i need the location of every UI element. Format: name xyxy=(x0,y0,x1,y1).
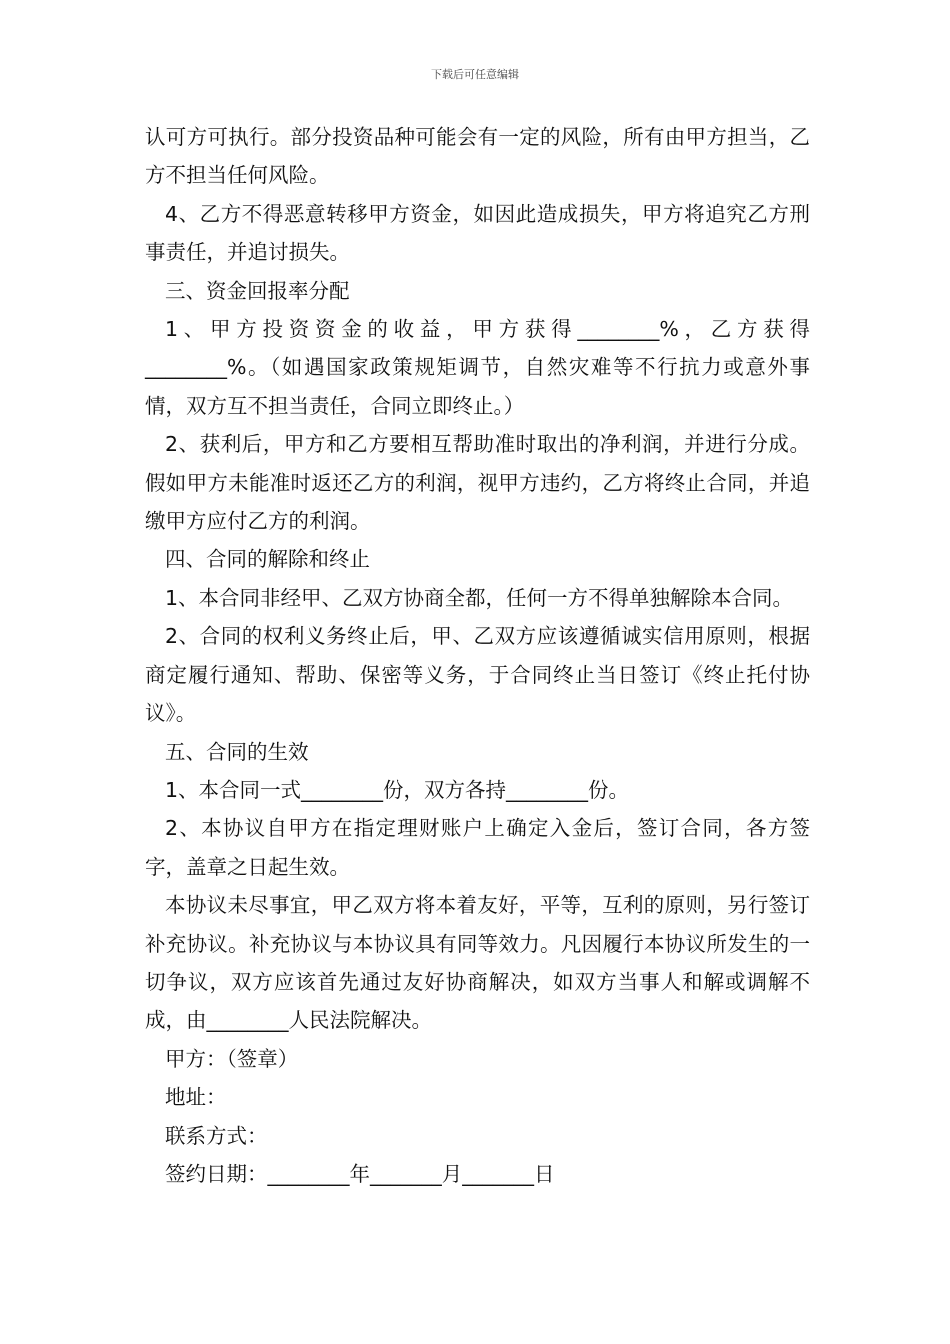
paragraph-termination-clause-1: 1、本合同非经甲、乙双方协商全都，任何一方不得单独解除本合同。 xyxy=(165,585,794,610)
signature-contact: 联系方式： xyxy=(165,1123,268,1148)
paragraph-termination-clause-2: 2、合同的权利义务终止后，甲、乙双方应该遵循诚实信用原则，根据商定履行通知、帮助、保密等义务，于合同终止当日签订《终止托付协议》。 xyxy=(145,624,810,726)
section-heading-4: 四、合同的解除和终止 xyxy=(165,547,370,572)
page-header-note: 下载后可任意编辑 xyxy=(431,68,519,81)
paragraph-return-clause-2: 2、获利后，甲方和乙方要相互帮助准时取出的净利润，并进行分成。假如甲方未能准时返还乙方的利润，视甲方违约，乙方将终止合同，并追缴甲方应付乙方的利润。 xyxy=(145,432,810,534)
paragraph-effect-clause-1: 1、本合同一式________份，双方各持________份。 xyxy=(165,777,630,802)
signature-party-a: 甲方：（签章） xyxy=(165,1046,299,1071)
signature-date: 签约日期：________年_______月_______日 xyxy=(165,1161,555,1186)
paragraph-effect-clause-2: 2、本协议自甲方在指定理财账户上确定入金后，签订合同，各方签字，盖章之日起生效。 xyxy=(145,816,810,879)
contract-body xyxy=(145,118,810,1193)
signature-address: 地址： xyxy=(165,1085,227,1110)
paragraph-clause-4: 4、乙方不得恶意转移甲方资金，如因此造成损失，甲方将追究乙方刑事责任，并追讨损失。 xyxy=(145,201,810,265)
section-heading-5: 五、合同的生效 xyxy=(165,739,309,764)
section-heading-3: 三、资金回报率分配 xyxy=(165,278,350,303)
paragraph-return-clause-1: 1、甲方投资资金的收益，甲方获得________%，乙方获得________%。（如遇国家政策规矩调节，自然灾难等不行抗力或意外事情，双方互不担当责任，合同立即终止。） xyxy=(145,317,810,418)
paragraph-supplementary: 本协议未尽事宜，甲乙双方将本着友好，平等，互利的原则，另行签订补充协议。补充协议与本协议具有同等效力。凡因履行本协议所发生的一切争议，双方应该首先通过友好协商解决，如双方当事人和解或调解不成，由________人民法院解决。 xyxy=(145,893,810,1033)
paragraph-risk-continuation: 认可方可执行。部分投资品种可能会有一定的风险，所有由甲方担当，乙方不担当任何风险。 xyxy=(145,125,810,188)
